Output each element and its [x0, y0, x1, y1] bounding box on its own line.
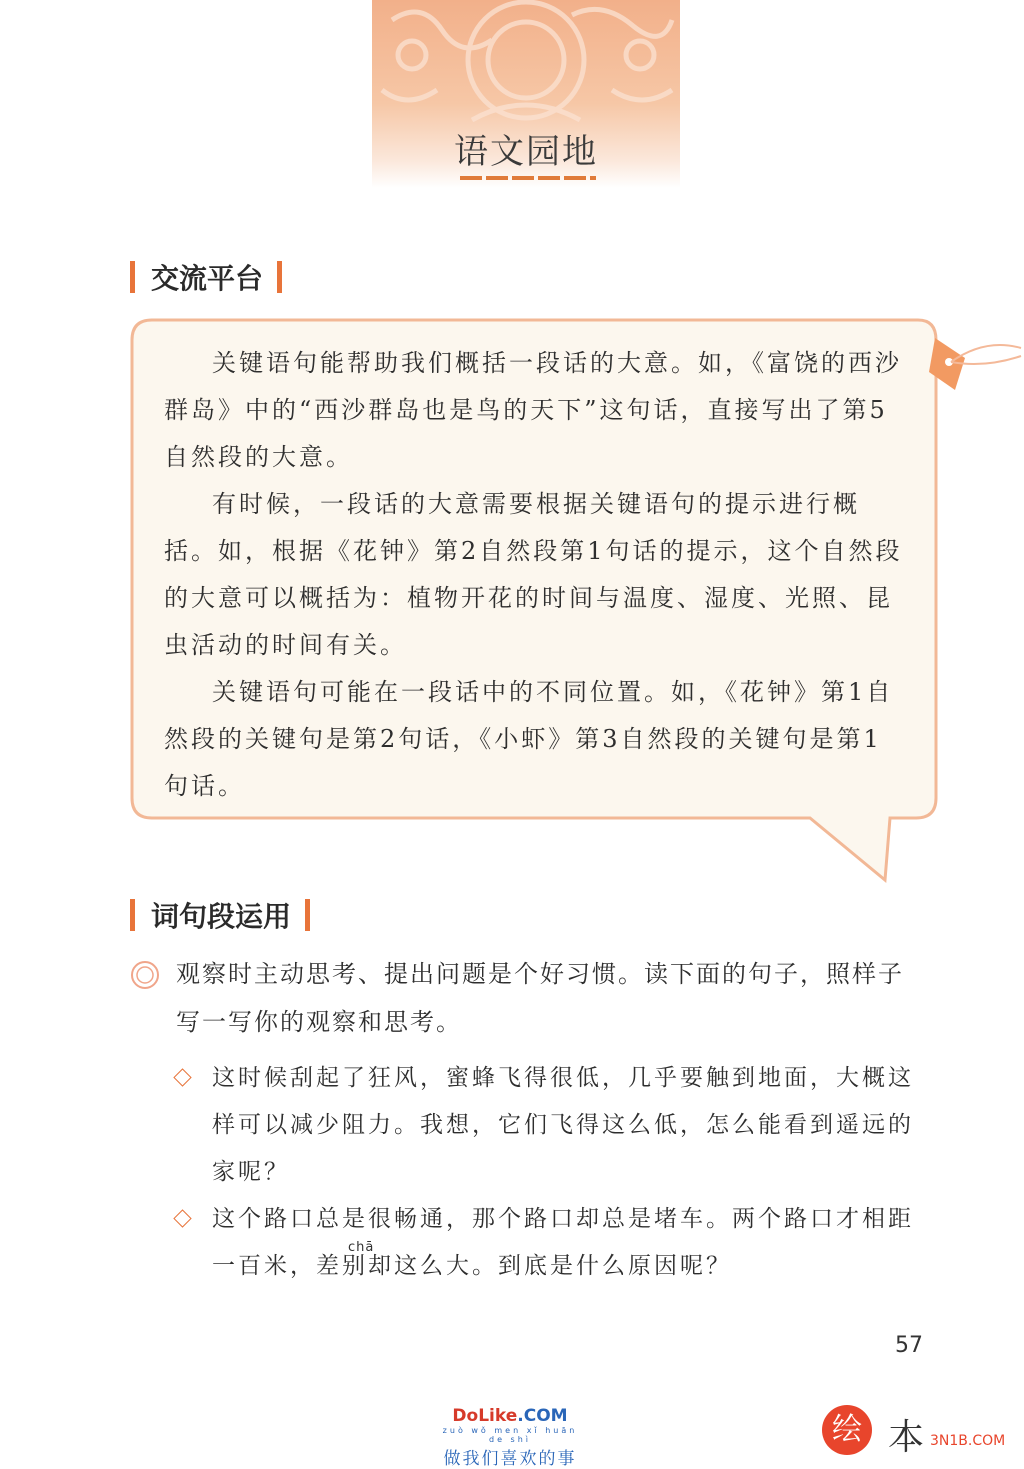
bubble-paragraph: 有时候，一段话的大意需要根据关键语句的提示进行概括。如，根据《花钟》第2自然段第1句话的提示，这个自然段的大意可以概括为：植物开花的时间与温度、湿度、光照、昆虫活动的时间有关。: [164, 490, 903, 659]
example-text: 这时候刮起了狂风，蜜蜂飞得很低，几乎要触到地面，大概这样可以减少阻力。我想，它们飞得这么低，怎么能看到遥远的家呢？: [212, 1065, 914, 1185]
diamond-bullet-icon: [173, 1068, 191, 1086]
example-item: [212, 1196, 932, 1290]
header-banner: [372, 0, 680, 188]
watermark-brand-name: DoLike: [452, 1406, 518, 1426]
watermark-slogan: 做我们喜欢的事: [443, 1449, 577, 1469]
example-item: [212, 1055, 932, 1196]
watermark-brand: [440, 1406, 580, 1426]
section-heading-label: 交流平台: [151, 262, 264, 295]
exercise-prompt: 观察时主动思考、提出问题是个好习惯。读下面的句子，照样子写一写你的观察和思考。: [176, 960, 904, 1036]
bubble-paragraph: 关键语句能帮助我们概括一段话的大意。如，《富饶的西沙群岛》中的“西沙群岛也是鸟的天下”这句话，直接写出了第5自然段的大意。: [164, 349, 902, 471]
watermark-logo-char: 本: [888, 1417, 925, 1458]
tag-ornament-icon: [925, 328, 1024, 408]
watermark-pinyin: zuò wǒ men xǐ huān de shì: [442, 1426, 578, 1444]
page-number: 57: [895, 1333, 923, 1358]
heading-bar-left: [130, 261, 135, 293]
watermark-dolike: [440, 1406, 580, 1469]
watermark-3n1b: [822, 1405, 1022, 1458]
watermark-logo-icon: 绘: [822, 1405, 872, 1455]
bubble-text: [164, 340, 908, 810]
speech-bubble: [130, 318, 940, 838]
title-underline: [460, 176, 596, 180]
page-title: 语文园地: [454, 132, 598, 172]
section-heading-label: 词句段运用: [151, 900, 292, 933]
diamond-bullet-icon: [173, 1209, 191, 1227]
section-heading-exchange: [130, 257, 282, 297]
watermark-brand-domain: .COM: [517, 1406, 568, 1426]
heading-bar-right: [305, 899, 310, 931]
pinyin-annotation: chā: [348, 1240, 375, 1255]
section-heading-usage: [130, 895, 310, 935]
heading-bar-right: [277, 261, 282, 293]
watermark-site: 3N1B.COM: [930, 1433, 1006, 1449]
bubble-paragraph: 关键语句可能在一段话中的不同位置。如，《花钟》第1自然段的关键句是第2句话，《小虾》第3自然段的关键句是第1句话。: [164, 678, 894, 800]
heading-bar-left: [130, 899, 135, 931]
exercise-number-icon: [130, 960, 160, 990]
example-text: 这个路口总是很畅通，那个路口却总是堵车。两个路口才相距一百米，差别却这么大。到底是什么原因呢？: [212, 1206, 914, 1279]
